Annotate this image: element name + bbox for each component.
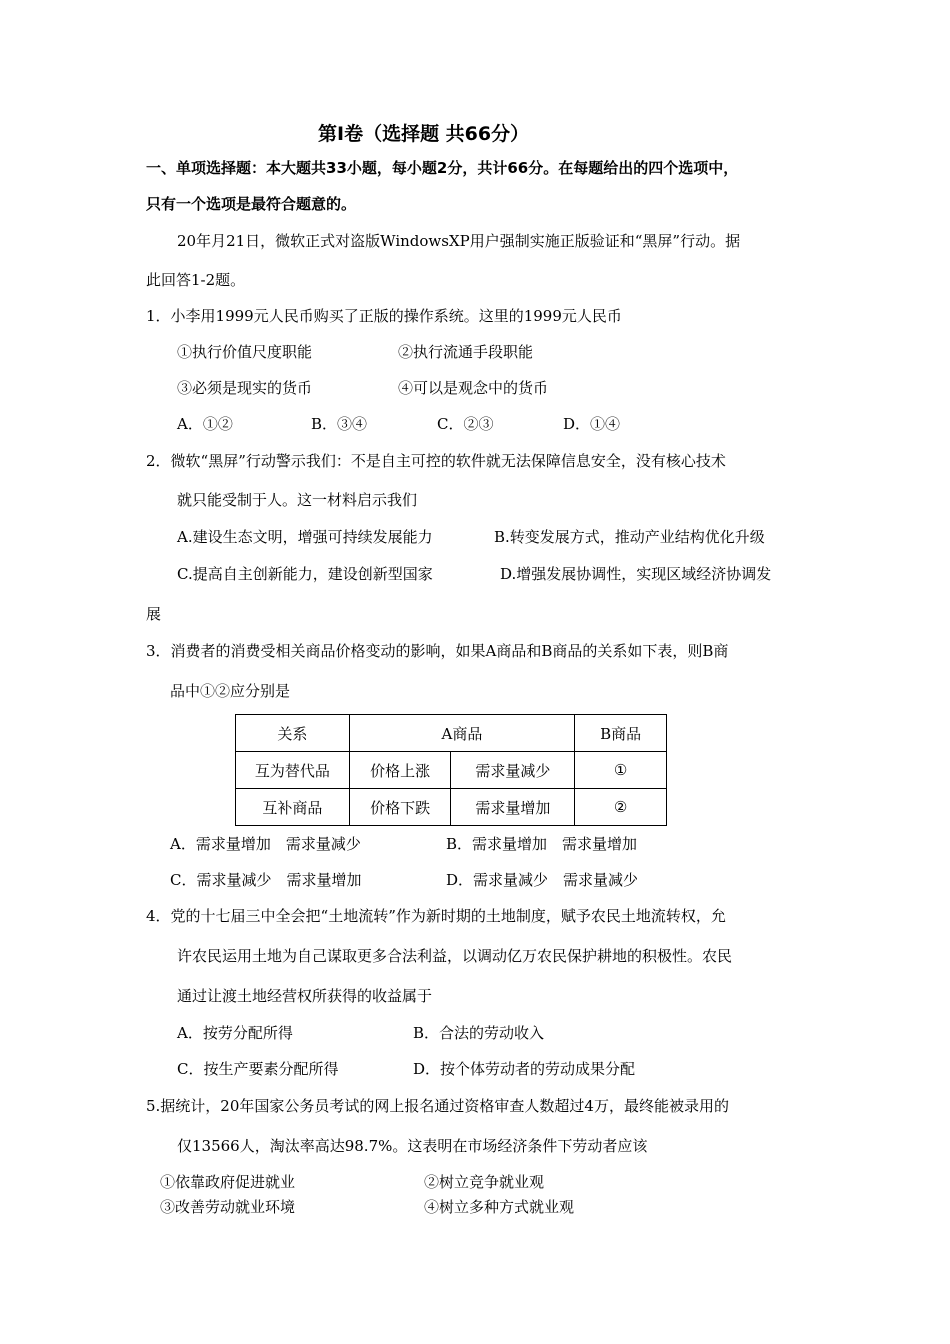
page-title: 第Ⅰ卷（选择题 共66分） xyxy=(318,123,530,145)
q1-option-a: A．①② xyxy=(177,415,233,433)
q1-statement-4: ④可以是观念中的货币 xyxy=(398,379,549,397)
table-header-a-goods: A商品 xyxy=(349,715,574,752)
table-cell: ② xyxy=(575,789,667,826)
q1-statement-3: ③必须是现实的货币 xyxy=(177,379,313,397)
q4-option-d: D．按个体劳动者的劳动成果分配 xyxy=(413,1060,636,1078)
table-cell: ① xyxy=(575,752,667,789)
q1-option-c: C．②③ xyxy=(437,415,494,433)
q2-option-d: D.增强发展协调性，实现区域经济协调发 xyxy=(500,565,772,583)
q3-option-b: B．需求量增加 需求量增加 xyxy=(446,835,638,853)
q3-option-c: C．需求量减少 需求量增加 xyxy=(170,871,362,889)
q1-stem: 1．小李用1999元人民币购买了正版的操作系统。这里的1999元人民币 xyxy=(146,307,622,325)
q3-option-a: A．需求量增加 需求量减少 xyxy=(170,835,361,853)
q5-stem-line2: 仅13566人，淘汰率高达98.7%。这表明在市场经济条件下劳动者应该 xyxy=(177,1137,648,1155)
q3-stem-line1: 3．消费者的消费受相关商品价格变动的影响，如果A商品和B商品的关系如下表，则B商 xyxy=(146,642,729,660)
intro-line2: 此回答1-2题。 xyxy=(146,271,246,289)
q5-statement-3: ③改善劳动就业环境 xyxy=(160,1198,296,1216)
table-row xyxy=(236,752,667,789)
q5-stem-line1: 5.据统计，20年国家公务员考试的网上报名通过资格审查人数超过4万，最终能被录用的 xyxy=(146,1097,729,1115)
q1-statement-2: ②执行流通手段职能 xyxy=(398,343,534,361)
q3-stem-line2: 品中①②应分别是 xyxy=(170,682,291,700)
q2-stem-line1: 2．微软“黑屏”行动警示我们：不是自主可控的软件就无法保障信息安全，没有核心技术 xyxy=(146,452,726,470)
q5-statement-4: ④树立多种方式就业观 xyxy=(424,1198,575,1216)
q2-stem-line2: 就只能受制于人。这一材料启示我们 xyxy=(177,491,418,509)
q1-option-d: D．①④ xyxy=(563,415,621,433)
table-row xyxy=(236,789,667,826)
q4-option-b: B．合法的劳动收入 xyxy=(413,1024,545,1042)
table-cell: 需求量减少 xyxy=(451,752,575,789)
relation-table xyxy=(235,714,667,826)
q2-option-a: A.建设生态文明，增强可持续发展能力 xyxy=(177,528,433,546)
q4-option-a: A．按劳分配所得 xyxy=(177,1024,293,1042)
q2-option-d-continuation: 展 xyxy=(146,605,162,623)
q4-option-c: C．按生产要素分配所得 xyxy=(177,1060,339,1078)
table-header-b-goods: B商品 xyxy=(575,715,667,752)
table-cell: 互补商品 xyxy=(236,789,350,826)
table-row xyxy=(236,715,667,752)
table-cell: 互为替代品 xyxy=(236,752,350,789)
section-heading-line1: 一、单项选择题：本大题共33小题，每小题2分，共计66分。在每题给出的四个选项中， xyxy=(146,159,739,177)
q4-stem-line1: 4．党的十七届三中全会把“土地流转”作为新时期的土地制度，赋予农民土地流转权，允 xyxy=(146,907,726,925)
intro-line1: 20年月21日，微软正式对盗版WindowsXP用户强制实施正版验证和“黑屏”行动。据 xyxy=(177,232,741,250)
q2-option-b: B.转变发展方式，推动产业结构优化升级 xyxy=(494,528,765,546)
q1-statement-1: ①执行价值尺度职能 xyxy=(177,343,313,361)
q4-stem-line2: 许农民运用土地为自己谋取更多合法利益，以调动亿万农民保护耕地的积极性。农民 xyxy=(177,947,733,965)
q2-option-c: C.提高自主创新能力，建设创新型国家 xyxy=(177,565,433,583)
q1-option-b: B．③④ xyxy=(311,415,368,433)
section-heading-line2: 只有一个选项是最符合题意的。 xyxy=(146,195,357,213)
q3-option-d: D．需求量减少 需求量减少 xyxy=(446,871,639,889)
table-cell: 价格下跌 xyxy=(349,789,451,826)
table-cell: 需求量增加 xyxy=(451,789,575,826)
table-cell: 价格上涨 xyxy=(349,752,451,789)
q5-statement-2: ②树立竞争就业观 xyxy=(424,1173,545,1191)
table-header-relation: 关系 xyxy=(236,715,350,752)
q4-stem-line3: 通过让渡土地经营权所获得的收益属于 xyxy=(177,987,433,1005)
q5-statement-1: ①依靠政府促进就业 xyxy=(160,1173,296,1191)
